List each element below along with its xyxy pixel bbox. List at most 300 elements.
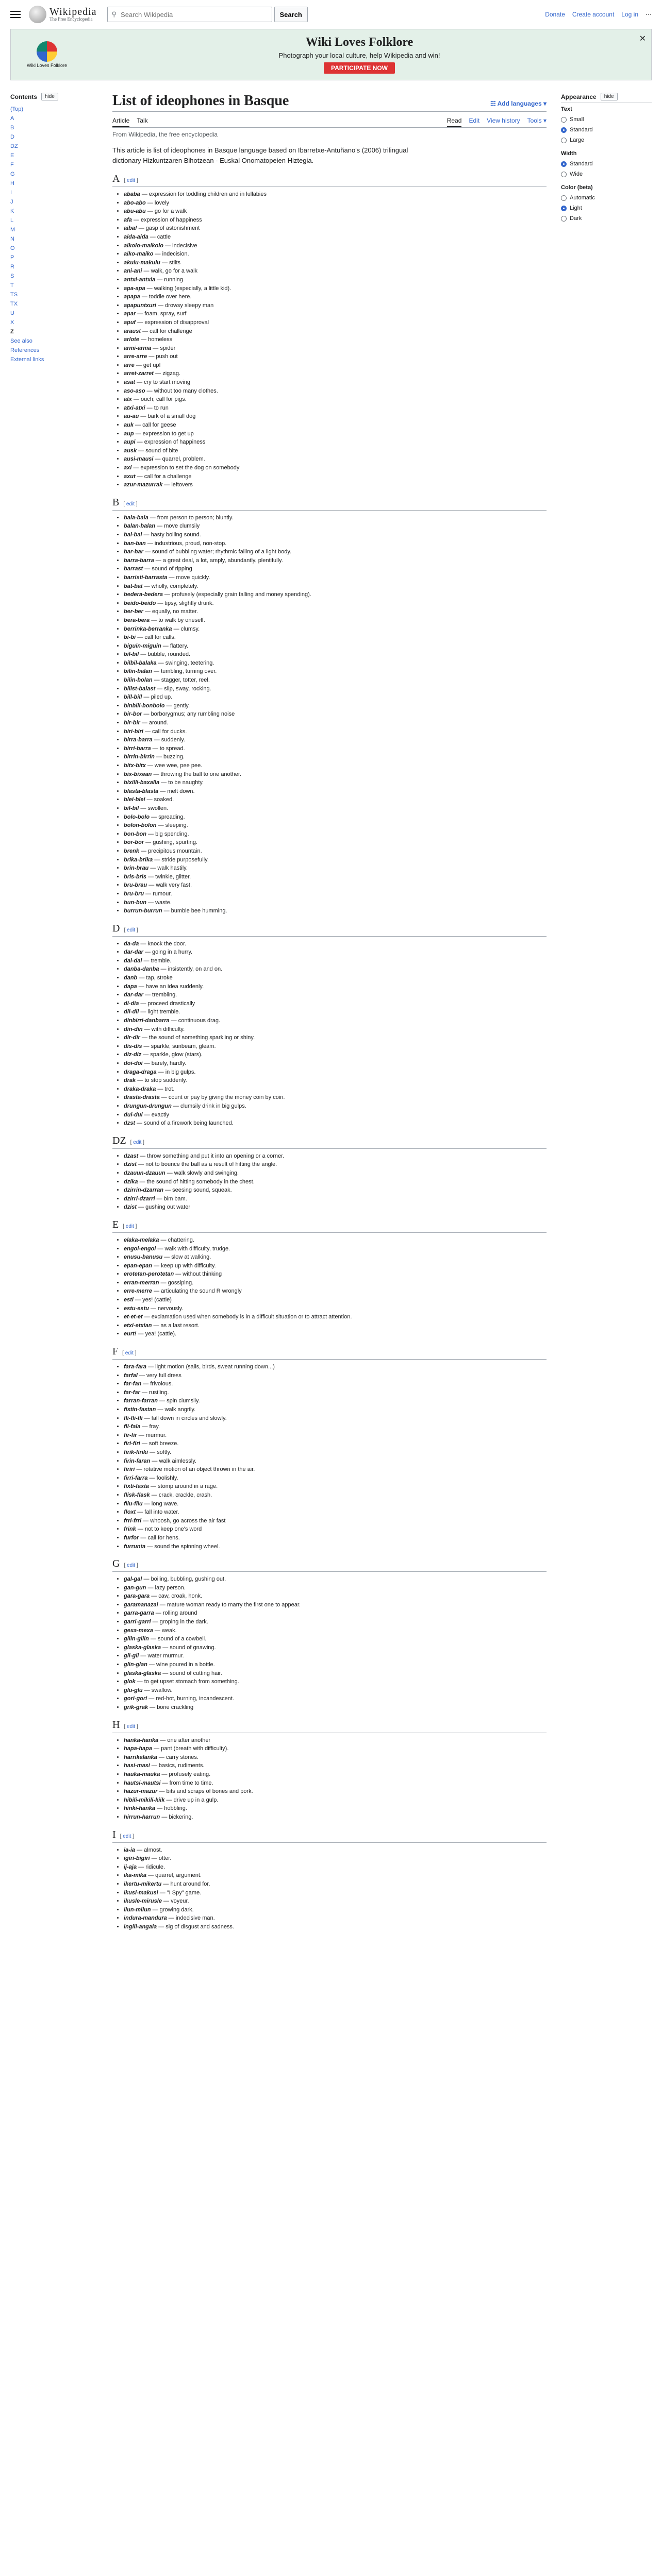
list-item <box>124 1854 547 1863</box>
ideophone-term: fir-fir <box>124 1432 137 1438</box>
main-content <box>98 93 561 1931</box>
ideophone-meaning: — basics, rudiments. <box>150 1762 205 1769</box>
list-item <box>124 753 547 761</box>
ideophone-meaning: — bark of a small dog <box>139 413 196 420</box>
ideophone-term: akulu-makulu <box>124 259 160 266</box>
tab-edit[interactable]: Edit <box>469 117 480 124</box>
search-box[interactable] <box>107 7 272 22</box>
appearance-option[interactable] <box>561 169 652 179</box>
ideophone-term: fliu-fliu <box>124 1500 143 1507</box>
radio-icon[interactable] <box>561 117 567 123</box>
list-item <box>124 1388 547 1397</box>
toc-item[interactable] <box>10 355 98 364</box>
ideophone-meaning: — swallow. <box>142 1687 173 1693</box>
ideophone-term: erotetan-perotetan <box>124 1271 174 1278</box>
toc-item[interactable] <box>10 207 98 216</box>
ideophone-term: glu-glu <box>124 1687 143 1693</box>
ideophone-meaning: — gasp of astonishment <box>137 225 200 232</box>
toc-link[interactable]: F <box>10 162 14 168</box>
list-item <box>124 259 547 267</box>
list-item <box>124 1609 547 1618</box>
list-item <box>124 778 547 787</box>
ideophone-meaning: — wholly, completely. <box>142 583 198 589</box>
ideophone-meaning: — the sound of something sparkling or shiny. <box>140 1035 255 1041</box>
wikipedia-logo[interactable] <box>29 6 97 23</box>
header-link-log-in[interactable]: Log in <box>621 11 638 18</box>
ideophone-term: hibili-mikili-kiik <box>124 1797 165 1803</box>
ideophone-meaning: — trot. <box>156 1086 175 1092</box>
toc-link[interactable]: P <box>10 255 14 261</box>
ideophone-meaning: — red-hot, burning, incandescent. <box>147 1696 234 1702</box>
ideophone-term: bitx-bitx <box>124 762 146 769</box>
list-item <box>124 607 547 616</box>
toc-link[interactable]: K <box>10 208 14 214</box>
toc-link[interactable]: References <box>10 347 40 353</box>
ideophone-meaning: — pant (breath with difficulty). <box>152 1745 229 1752</box>
edit-link[interactable]: edit <box>127 1563 136 1569</box>
ideophone-term: dar-dar <box>124 992 143 998</box>
list-item <box>124 1236 547 1245</box>
list-item <box>124 1500 547 1509</box>
banner-logo <box>26 37 68 73</box>
edit-link[interactable]: edit <box>127 178 136 183</box>
toc-link[interactable]: X <box>10 319 14 326</box>
toc-item[interactable] <box>10 234 98 244</box>
ideophone-term: ikusi-makusi <box>124 1889 158 1896</box>
ideophone-term: aupi <box>124 439 136 446</box>
toc-link[interactable]: M <box>10 227 15 233</box>
radio-icon[interactable] <box>561 172 567 177</box>
toc-item[interactable] <box>10 272 98 281</box>
list-item <box>124 1761 547 1770</box>
ideophone-term: ilun-milun <box>124 1906 151 1913</box>
ideophone-meaning: — articulating the sound R wrongly <box>152 1288 242 1295</box>
ideophone-meaning: — count or pay by giving the money coin by coin. <box>159 1094 285 1101</box>
ideophone-term: drak <box>124 1077 136 1084</box>
ideophone-term: igiri-bigiri <box>124 1855 150 1862</box>
edit-link[interactable]: edit <box>125 1350 134 1357</box>
ideophone-meaning: — growing dark. <box>151 1906 194 1913</box>
toc-hide-button[interactable]: hide <box>41 93 58 100</box>
list-item <box>124 1584 547 1592</box>
toc-item[interactable] <box>10 327 98 336</box>
ideophone-meaning: — throwing the ball to one another. <box>152 771 242 777</box>
toc-item[interactable] <box>10 216 98 225</box>
list-item <box>124 522 547 531</box>
ideophone-term: barrast <box>124 566 143 572</box>
ideophone-term: floxt <box>124 1509 136 1516</box>
toc-link[interactable]: J <box>10 199 13 205</box>
tab-view-history[interactable]: View history <box>487 117 520 124</box>
radio-icon[interactable] <box>561 127 567 133</box>
page-tabs <box>112 115 547 128</box>
ideophone-term: ani-ani <box>124 268 142 275</box>
ideophone-meaning: — spin clumsily. <box>158 1398 200 1404</box>
ideophone-meaning: — walking (especially, a little kid). <box>145 285 231 292</box>
toc-link[interactable]: G <box>10 171 15 177</box>
ideophone-term: danb <box>124 975 138 981</box>
ideophone-meaning: — spider <box>151 345 176 351</box>
ideophone-term: etxi-etxian <box>124 1322 152 1329</box>
toc-item[interactable] <box>10 170 98 179</box>
radio-icon[interactable] <box>561 206 567 211</box>
ideophone-term: biri-biri <box>124 728 143 735</box>
ideophone-list <box>112 190 547 489</box>
edit-link[interactable]: edit <box>133 1139 142 1145</box>
list-item <box>124 327 547 336</box>
toc-item[interactable] <box>10 151 98 160</box>
ideophone-term: dzist <box>124 1161 137 1168</box>
list-item <box>124 1397 547 1405</box>
appearance-option[interactable] <box>561 135 652 145</box>
radio-icon[interactable] <box>561 138 567 143</box>
toc-item[interactable] <box>10 160 98 170</box>
radio-icon[interactable] <box>561 195 567 201</box>
add-languages-button[interactable]: ☷ Add languages ▾ <box>490 100 547 107</box>
ideophone-meaning: — borborygmus; any rumbling noise <box>142 711 235 718</box>
list-item <box>124 1253 547 1262</box>
toc-link[interactable]: O <box>10 245 15 251</box>
edit-link[interactable]: edit <box>127 927 136 933</box>
list-item <box>124 1482 547 1491</box>
ideophone-term: hazur-mazur <box>124 1788 158 1795</box>
list-item <box>124 1405 547 1414</box>
radio-icon[interactable] <box>561 216 567 222</box>
more-options-icon[interactable]: ⋯ <box>646 11 652 18</box>
toc-item[interactable] <box>10 346 98 355</box>
list-item <box>124 1025 547 1034</box>
ideophone-meaning: — drive up in a gulp. <box>164 1797 219 1803</box>
toc-link[interactable]: N <box>10 236 14 242</box>
ideophone-term: arre-arre <box>124 353 147 360</box>
section-edit: [ edit ] <box>120 1833 134 1839</box>
toc-item[interactable] <box>10 188 98 197</box>
appearance-option-label: Dark <box>570 215 582 222</box>
header-link-donate[interactable]: Donate <box>545 11 565 18</box>
toc-item[interactable] <box>10 123 98 132</box>
list-item <box>124 1068 547 1077</box>
toc-link[interactable]: TX <box>10 301 18 307</box>
appearance-option[interactable] <box>561 203 652 213</box>
tab-talk[interactable]: Talk <box>137 117 148 124</box>
ideophone-term: au-au <box>124 413 139 420</box>
list-item <box>124 1093 547 1102</box>
ideophone-meaning: — exclamation used when somebody is in a difficult situation or to attract attention. <box>142 1314 352 1320</box>
ideophone-meaning: — stride purposefully. <box>153 856 209 863</box>
toc-link[interactable]: I <box>10 190 12 196</box>
toc-item[interactable] <box>10 299 98 309</box>
toc-link[interactable]: See also <box>10 338 32 344</box>
close-icon[interactable]: ✕ <box>639 35 646 43</box>
edit-link[interactable]: edit <box>125 1223 134 1229</box>
toc-item[interactable] <box>10 197 98 207</box>
toc-link[interactable]: TS <box>10 292 18 298</box>
list-item <box>124 1152 547 1161</box>
list-item <box>124 582 547 591</box>
toc-item[interactable] <box>10 253 98 262</box>
ideophone-term: atxi-atxi <box>124 404 145 411</box>
toc-link[interactable]: R <box>10 264 14 270</box>
ideophone-list <box>112 1846 547 1931</box>
toc-item[interactable] <box>10 225 98 234</box>
toc-item[interactable] <box>10 132 98 142</box>
appearance-title: Appearance <box>561 93 597 100</box>
ideophone-term: aup <box>124 430 134 437</box>
site-sub: From Wikipedia, the free encyclopedia <box>112 131 218 138</box>
ideophone-meaning: — big spending. <box>146 831 189 837</box>
toc-link[interactable]: H <box>10 180 14 187</box>
list-item <box>124 1787 547 1796</box>
ideophone-meaning: — move clumsily <box>155 523 200 530</box>
ideophone-meaning: — piled up. <box>142 694 173 701</box>
ideophone-meaning: — whoosh, go across the air fast <box>141 1517 226 1524</box>
list-item <box>124 1889 547 1897</box>
ideophone-term: azur-mazurrak <box>124 482 163 488</box>
section-heading <box>112 1346 547 1360</box>
edit-link[interactable]: edit <box>127 1723 136 1730</box>
search-button[interactable]: Search <box>274 7 308 22</box>
ideophone-meaning: — bone crackling <box>148 1704 194 1710</box>
list-item <box>124 890 547 899</box>
ideophone-term: ber-ber <box>124 608 143 615</box>
ideophone-term: garra-garra <box>124 1610 154 1617</box>
ideophone-term: gara-gara <box>124 1593 150 1600</box>
list-item <box>124 361 547 370</box>
ideophone-meaning: — rumour. <box>144 890 172 897</box>
ideophone-term: bilbil-balaka <box>124 659 157 666</box>
ideophone-term: hapa-hapa <box>124 1745 153 1752</box>
ideophone-term: bal-bal <box>124 531 142 538</box>
list-item <box>124 548 547 556</box>
ideophone-meaning: — get up! <box>134 362 161 368</box>
header-link-create-account[interactable]: Create account <box>572 11 615 18</box>
list-item <box>124 795 547 804</box>
radio-icon[interactable] <box>561 161 567 167</box>
toc-item[interactable] <box>10 318 98 327</box>
ideophone-meaning: — boiling, bubbling, gushing out. <box>142 1576 226 1583</box>
edit-link[interactable]: edit <box>123 1833 131 1839</box>
ideophone-term: firri-farra <box>124 1475 148 1481</box>
ideophone-term: bill-bill <box>124 694 142 701</box>
ideophone-term: firi-firi <box>124 1440 140 1447</box>
tab-article[interactable]: Article <box>112 115 129 127</box>
list-item <box>124 974 547 982</box>
section-g <box>112 1558 547 1712</box>
list-item <box>124 514 547 522</box>
tab-read[interactable]: Read <box>447 115 462 127</box>
ideophone-term: bilin-bolan <box>124 677 153 684</box>
ideophone-term: blei-blei <box>124 796 145 803</box>
ideophone-term: fli-fli-fli <box>124 1415 143 1421</box>
ideophone-meaning: — walk hastily. <box>148 865 188 872</box>
list-item <box>124 965 547 974</box>
toc-link[interactable]: L <box>10 217 14 224</box>
globe-icon <box>29 6 46 23</box>
ideophone-term: fistin-fastan <box>124 1406 156 1413</box>
list-item <box>124 310 547 318</box>
ideophone-term: birra-barra <box>124 737 153 743</box>
list-item <box>124 838 547 847</box>
ideophone-meaning: — slow at walking. <box>162 1254 211 1261</box>
toc-item[interactable] <box>10 105 98 114</box>
ideophone-meaning: — sound of bubbling water; rhythmic falling of a light body. <box>143 549 292 555</box>
ideophone-term: axi <box>124 465 132 471</box>
toc-link[interactable]: U <box>10 310 14 316</box>
appearance-option[interactable] <box>561 159 652 169</box>
list-item <box>124 1119 547 1128</box>
ideophone-term: fli-fala <box>124 1423 141 1430</box>
ideophone-meaning: — not to keep one's word <box>136 1526 202 1533</box>
toc-link[interactable]: S <box>10 273 14 279</box>
list-item <box>124 455 547 464</box>
ideophone-meaning: — stilts <box>160 259 181 266</box>
ideophone-term: gilin-gilin <box>124 1636 149 1642</box>
ideophone-meaning: — yea! (cattle). <box>136 1331 177 1337</box>
toc-item[interactable] <box>10 309 98 318</box>
ideophone-term: antxi-antxia <box>124 276 156 283</box>
ideophone-meaning: — mature woman ready to marry the first one to appear. <box>158 1601 301 1608</box>
ideophone-list <box>112 514 547 916</box>
toc-item[interactable] <box>10 114 98 123</box>
ideophone-meaning: — bickering. <box>160 1814 193 1820</box>
appearance-option-label: Wide <box>570 171 583 177</box>
list-item <box>124 907 547 916</box>
ideophone-term: indura-mandura <box>124 1915 167 1922</box>
appearance-group-label: Text <box>561 106 572 112</box>
section-heading <box>112 1135 547 1149</box>
toc-item[interactable] <box>10 179 98 188</box>
ideophone-meaning: — go for a walk <box>145 208 187 215</box>
ideophone-meaning: — foam, spray, surf <box>136 311 187 317</box>
ideophone-term: et-et-et <box>124 1314 143 1320</box>
edit-link[interactable]: edit <box>126 501 135 507</box>
list-item <box>124 1880 547 1889</box>
section-letter: H <box>112 1719 120 1731</box>
ideophone-term: auk <box>124 422 134 429</box>
toc-link[interactable]: E <box>10 152 14 159</box>
list-item <box>124 616 547 625</box>
ideophone-meaning: — hasty boiling sound. <box>142 531 201 538</box>
appearance-hide-button[interactable]: hide <box>601 93 618 100</box>
appearance-option[interactable] <box>561 213 652 224</box>
section-letter: B <box>112 496 120 508</box>
ideophone-meaning: — lovely <box>145 199 170 206</box>
section-letter: G <box>112 1558 120 1570</box>
list-item <box>124 1262 547 1270</box>
toc-link[interactable]: B <box>10 125 14 131</box>
list-item <box>124 404 547 413</box>
ideophone-term: flisk-flask <box>124 1492 150 1498</box>
ideophone-term: brika-brika <box>124 856 153 863</box>
ideophone-term: abu-abu <box>124 208 146 215</box>
ideophone-term: bera-bera <box>124 617 150 623</box>
toc-link[interactable]: DZ <box>10 143 18 149</box>
appearance-option-label: Automatic <box>570 195 595 201</box>
banner-title: Wiki Loves Folklore <box>305 36 413 49</box>
list-item <box>124 1703 547 1712</box>
appearance-option-label: Standard <box>570 127 593 133</box>
appearance-option[interactable] <box>561 125 652 135</box>
ideophone-meaning: — insistently, on and on. <box>159 966 223 973</box>
toc-link[interactable]: D <box>10 134 14 140</box>
list-item <box>124 430 547 438</box>
ideophone-term: garri-garri <box>124 1619 151 1625</box>
ideophone-list <box>112 1736 547 1822</box>
ideophone-term: hautsi-mautsi <box>124 1780 161 1786</box>
list-item <box>124 1203 547 1212</box>
section-heading <box>112 1719 547 1733</box>
list-item <box>124 881 547 890</box>
ideophone-meaning: — rolling around <box>154 1610 197 1617</box>
ideophone-meaning: — groping in the dark. <box>151 1619 208 1625</box>
section-edit: [ edit ] <box>130 1139 144 1145</box>
toc-item[interactable] <box>10 336 98 346</box>
tab-tools[interactable]: Tools ▾ <box>527 117 547 124</box>
ideophone-meaning: — swollen. <box>139 805 169 811</box>
ideophone-meaning: — to stop suddenly. <box>136 1077 187 1084</box>
search-input[interactable] <box>120 10 267 19</box>
list-item <box>124 1846 547 1855</box>
toc-link[interactable]: (Top) <box>10 106 24 112</box>
toc-item[interactable] <box>10 281 98 290</box>
ideophone-term: ban-ban <box>124 540 146 547</box>
ideophone-term: gori-gori <box>124 1696 147 1702</box>
ideophone-term: farfal <box>124 1372 138 1379</box>
ideophone-term: esti <box>124 1297 134 1303</box>
toc-title: Contents <box>10 93 37 100</box>
appearance-group-label: Color (beta) <box>561 184 593 191</box>
ideophone-term: armi-arma <box>124 345 152 351</box>
ideophone-list <box>112 1152 547 1212</box>
ideophone-meaning: — walk with difficulty, trudge. <box>156 1245 230 1252</box>
toc-item[interactable] <box>10 142 98 151</box>
ideophone-meaning: — in big gulps. <box>156 1069 196 1075</box>
participate-button[interactable]: PARTICIPATE NOW <box>324 62 395 74</box>
toc-item[interactable] <box>10 290 98 299</box>
ideophone-meaning: — tremble. <box>142 957 172 964</box>
ideophone-meaning: — to get upset stomach from something. <box>135 1679 239 1685</box>
banner-subtitle: Photograph your local culture, help Wikipedia and win! <box>278 52 440 59</box>
ideophone-term: ikertu-mikertu <box>124 1880 162 1887</box>
ideophone-term: bir-bir <box>124 720 140 726</box>
ideophone-term: bru-bru <box>124 890 144 897</box>
toc-item[interactable] <box>10 244 98 253</box>
list-item <box>124 1534 547 1543</box>
toc-item[interactable] <box>10 262 98 272</box>
toc-link[interactable]: A <box>10 115 14 122</box>
ideophone-term: dzirrin-dzarran <box>124 1187 164 1194</box>
appearance-option[interactable] <box>561 193 652 203</box>
ideophone-meaning: — call for geese <box>133 422 176 429</box>
list-item <box>124 1517 547 1526</box>
ideophone-term: bat-bat <box>124 583 143 589</box>
ideophone-meaning: — expression to get up <box>134 430 194 437</box>
ideophone-meaning: — indecisive <box>163 242 197 249</box>
toc-link[interactable]: Z <box>10 329 14 335</box>
toc-link[interactable]: External links <box>10 357 44 363</box>
main-menu-icon[interactable] <box>10 11 21 18</box>
ideophone-meaning: — without thinking <box>174 1271 222 1278</box>
ideophone-term: ababa <box>124 191 140 197</box>
ideophone-term: aiko-maiko <box>124 251 154 258</box>
list-item <box>124 633 547 642</box>
appearance-option[interactable] <box>561 114 652 125</box>
ideophone-term: dir-dir <box>124 1035 140 1041</box>
ideophone-meaning: — drowsy sleepy man <box>156 302 214 309</box>
appearance-group <box>561 150 652 179</box>
ideophone-term: gal-gal <box>124 1576 142 1583</box>
toc-link[interactable]: T <box>10 282 14 289</box>
